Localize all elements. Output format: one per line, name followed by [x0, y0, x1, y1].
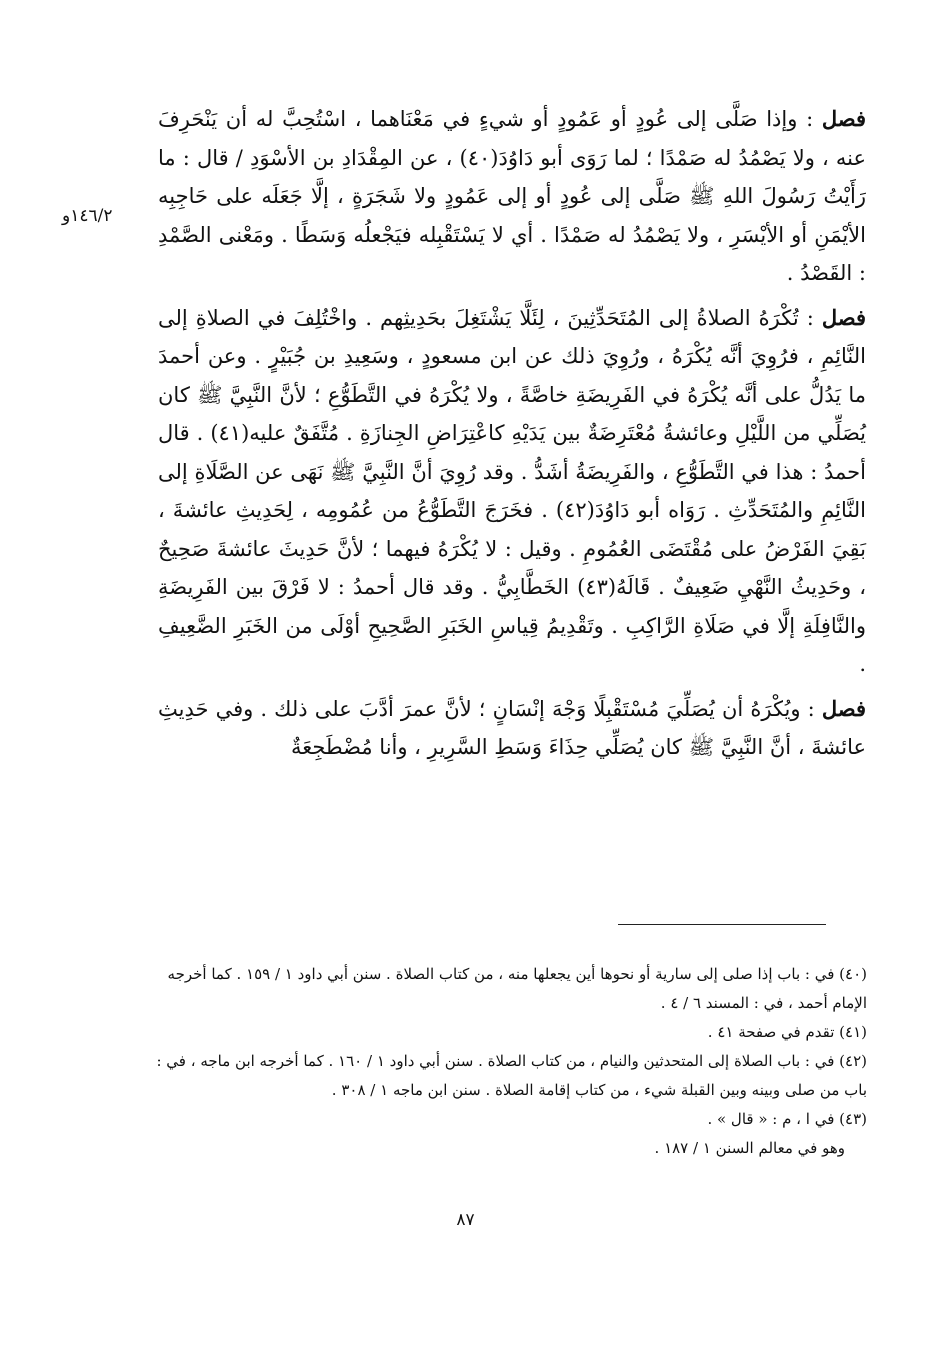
section-heading: فصل: [821, 106, 866, 131]
footnote: (٤١) تقدم في صفحة ٤١ .: [707, 1023, 867, 1041]
footnotes: [155, 960, 867, 1163]
footnote: (٤٠) في : باب إذا صلى إلى سارية أو نحوها أين يجعلها منه ، من كتاب الصلاة . سنن أبي داود ١ / ١٥٩ . كما أخرجه الإمام أحمد ، في : المسند ٦ / ٤ .: [167, 965, 867, 1012]
paragraph: [158, 299, 866, 684]
section-heading: فصل: [821, 304, 866, 330]
main-text: [158, 100, 866, 773]
footnote: (٤٢) في : باب الصلاة إلى المتحدثين والنيام ، من كتاب الصلاة . سنن أبي داود ١ / ١٦٠ . كما أخرجه ابن ماجه ، في : باب من صلى وبينه وبين القبلة شيء ، من كتاب إقامة الصلاة . سنن ابن ماجه ١ / ٣٠٨ .: [156, 1052, 867, 1099]
section-heading: فصل: [821, 695, 866, 721]
paragraph: [158, 100, 866, 293]
paragraph-body: : وإذا صَلَّى إلى عُودٍ أو عَمُودٍ أو شيءٍ في مَعْنَاهما ، اسْتُحِبَّ له أن يَنْحَرِفَ عنه ، ولا يَصْمُدُ له صَمْدًا ؛ لما رَوَى أبو دَاوُدَ(٤٠) ، عن المِقْدَادِ بن الأسْوَدِ / قال : ما رَأَيْتُ رَسُولَ اللهِ ﷺ صَلَّى إلى عُودٍ أو إلى عَمُودٍ ولا شَجَرَةٍ ، إلَّا جَعَلَه على حَاجِبِه الأيْمَنِ أو الأيْسَرِ ، ولا يَصْمُدُ له صَمْدًا . أي لا يَسْتَقْبِله فيَجْعلُه وَسَطًا . ومَعْنى الصَّمْدِ : القَصْدُ .: [158, 107, 866, 285]
margin-volume-reference: ١٤٦/٢و: [62, 206, 113, 226]
footnote-separator: [618, 924, 826, 925]
paragraph: [158, 690, 866, 767]
paragraph-body: : ويُكْرَهُ أن يُصَلِّيَ مُسْتَقْبِلًا وَجْهَ إنْسَانٍ ؛ لأنَّ عمرَ أدَّبَ على ذلك . وفي حَدِيثِ عائشةَ ، أنَّ النَّبِيَّ ﷺ كان يُصَلِّي حِذَاءَ وَسَطِ السَّرِيرِ ، وأنا مُضْطَجِعَةٌ: [158, 696, 866, 759]
footnote: وهو في معالم السنن ١ / ١٨٧ .: [654, 1139, 845, 1157]
page-number: ٨٧: [456, 1210, 475, 1230]
footnote: (٤٣) في ا ، م : « قال » .: [707, 1110, 867, 1128]
paragraph-body: : تُكْرَهُ الصلاةُ إلى المُتَحَدِّثِينَ ، لِئَلَّا يَشْتَغِلَ بحَدِيثِهم . واخْتُلِفَ في الصلاةِ إلى النَّائِمِ ، فرُوِيَ أنَّه يُكْرَهُ ، ورُوِيَ ذلك عن ابن مسعودٍ ، وسَعِيدِ بن جُبَيْرٍ . وعن أحمدَ ما يَدُلُّ على أنَّه يُكْرَهُ في الفَرِيضَةِ خاصَّةً ، ولا يُكْرَهُ في التَّطَوُّعِ ؛ لأنَّ النَّبِيَّ ﷺ كان يُصَلِّي من اللَّيْلِ وعائشةُ مُعْتَرِضَةٌ بين يَدَيْهِ كاعْتِرَاضِ الجِنازَةِ . مُتَّفَقٌ عليه(٤١) . قال أحمدُ : هذا في التَّطَوُّعِ ، والفَرِيضَةُ أشَدُّ . وقد رُوِيَ أنَّ النَّبِيَّ ﷺ نَهَى عن الصَّلَاةِ إلى النَّائِمِ والمُتَحَدِّثِ . رَوَاه أبو دَاوُدَ(٤٢) . فخَرَجَ التَّطَوُّعُ من عُمُومِه ، لِحَدِيثِ عائشةَ ، بَقِيَ الفَرْضُ على مُقْتَضَى العُمُومِ . وقيل : لا يُكْرَهُ فيهما ؛ لأنَّ حَدِيثَ عائشةَ صَحِيحٌ ، وحَدِيثُ النَّهْيِ ضَعِيفٌ . قَالَهُ(٤٣) الخَطَّابِيُّ . وقد قال أحمدُ : لا فَرْقَ بين الفَرِيضَةِ والنَّافِلَةِ إلَّا في صَلَاةِ الرَّاكِبِ . وتَقْدِيمُ قِياسِ الخَبَرِ الصَّحِيحِ أوْلَى من الخَبَرِ الضَّعِيفِ .: [158, 305, 866, 676]
